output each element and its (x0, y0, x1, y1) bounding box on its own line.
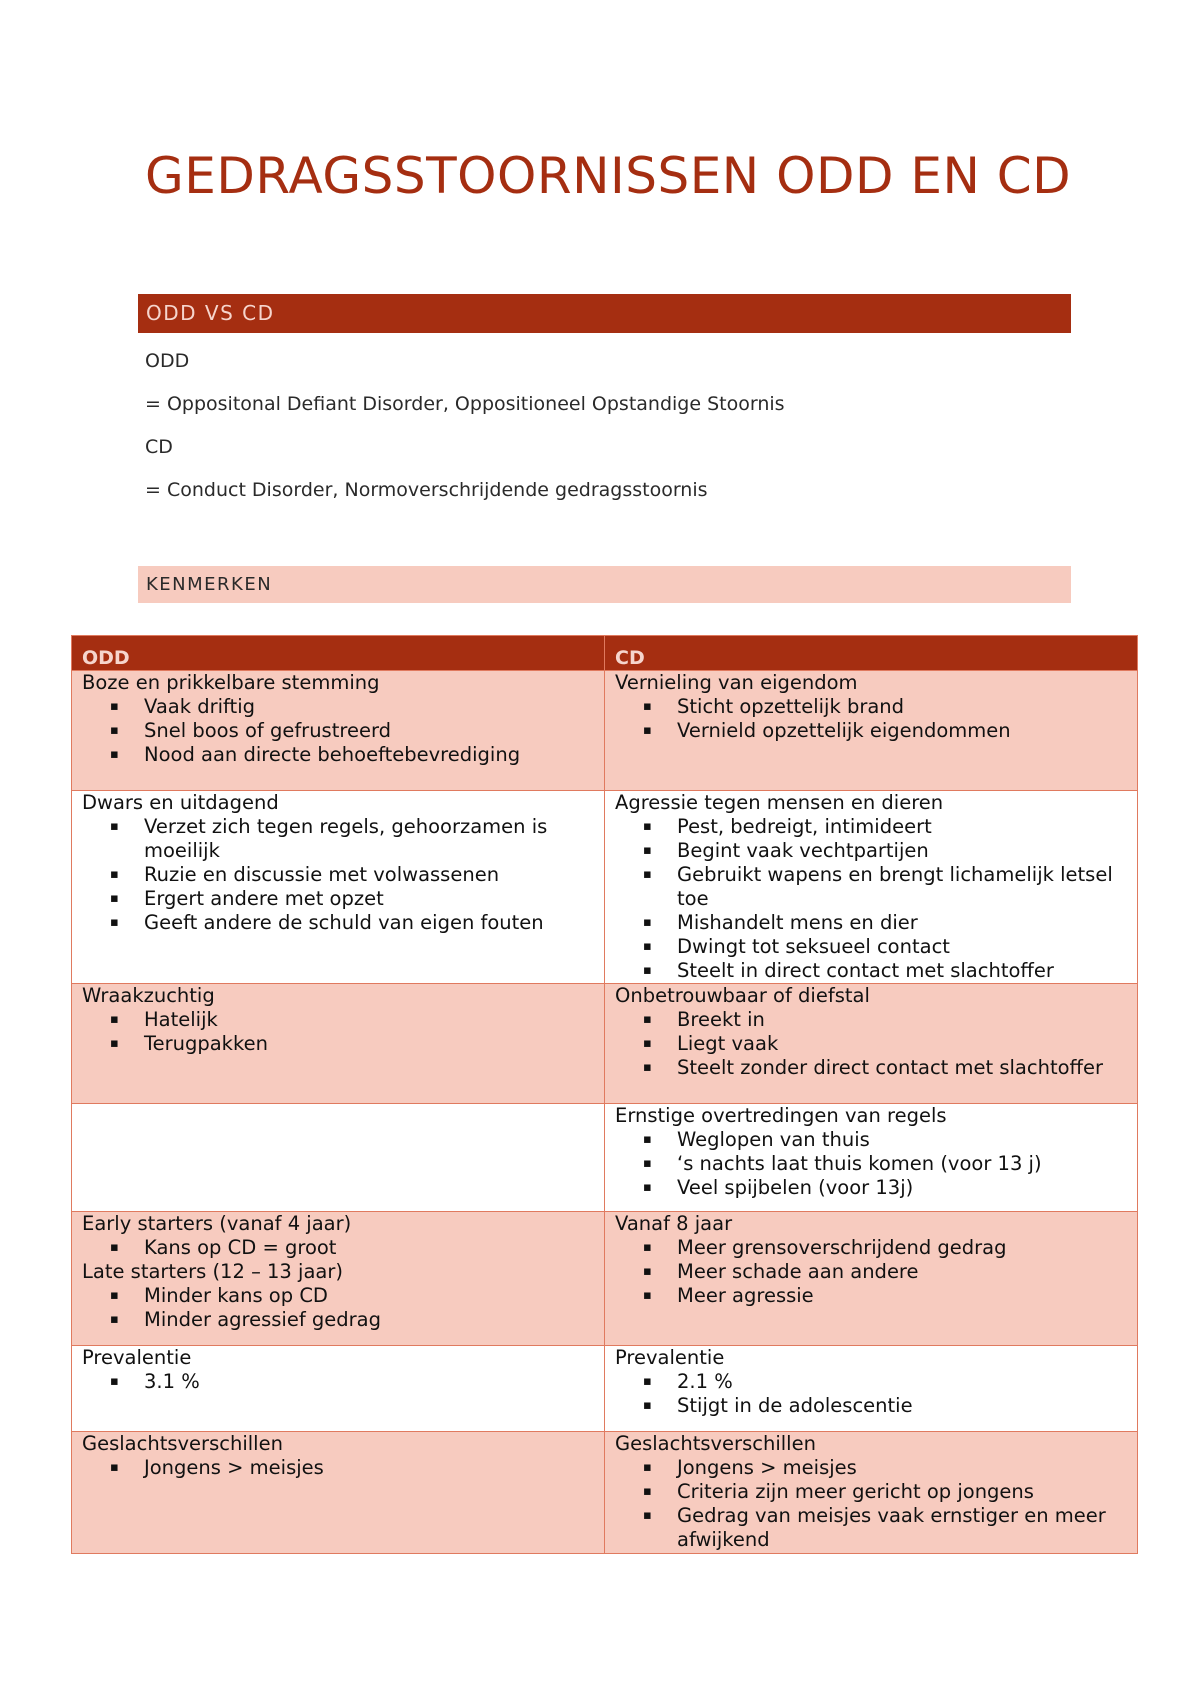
bullet-item: ▪ Ergert andere met opzet (144, 887, 594, 911)
bullet-item: ▪ Verzet zich tegen regels, gehoorzamen is moeilijk (144, 815, 594, 863)
bullet-list (82, 1284, 594, 1332)
bullet-list (82, 815, 594, 935)
category-label: Boze en prikkelbare stemming (82, 671, 380, 694)
bullet-list (615, 815, 1127, 983)
bullet-list (615, 1456, 1127, 1552)
bullet-item: ▪ Mishandelt mens en dier (677, 911, 1127, 935)
category-label: Late starters (12 – 13 jaar) (82, 1260, 343, 1283)
category-label: Vanaf 8 jaar (615, 1212, 733, 1235)
bullet-item: ▪ Breekt in (677, 1008, 1127, 1032)
table-cell-odd (72, 791, 605, 984)
table-cell-odd (72, 1346, 605, 1432)
bullet-item: ▪ Veel spijbelen (voor 13j) (677, 1176, 1127, 1200)
category-label: Prevalentie (82, 1346, 192, 1369)
cd-term: CD (145, 436, 173, 458)
table-row (72, 1432, 1138, 1554)
bullet-item: ▪ Meer agressie (677, 1284, 1127, 1308)
table-cell-odd (72, 1432, 605, 1554)
bullet-item: ▪ ‘s nachts laat thuis komen (voor 13 j) (677, 1152, 1127, 1176)
odd-definition: = Oppositonal Defiant Disorder, Oppositioneel Opstandige Stoornis (145, 393, 785, 415)
bullet-list (82, 1456, 594, 1480)
category-label: Dwars en uitdagend (82, 791, 279, 814)
table-row (72, 984, 1138, 1104)
bullet-item: ▪ Geeft andere de schuld van eigen fouten (144, 911, 594, 935)
bullet-item: ▪ Jongens > meisjes (677, 1456, 1127, 1480)
bullet-list (82, 1008, 594, 1056)
bullet-list (615, 1128, 1127, 1200)
table-cell-cd (605, 791, 1138, 984)
table-cell-odd (72, 1212, 605, 1346)
bullet-item: ▪ 3.1 % (144, 1370, 594, 1394)
header-odd: ODD (72, 636, 605, 671)
bullet-item: ▪ Steelt in direct contact met slachtoffer (677, 959, 1127, 983)
bullet-item: ▪ Sticht opzettelijk brand (677, 695, 1127, 719)
bullet-list (615, 695, 1127, 743)
kenmerken-table (71, 635, 1138, 1554)
odd-term: ODD (145, 350, 190, 372)
bullet-list (615, 1008, 1127, 1080)
bullet-item: ▪ Vernield opzettelijk eigendommen (677, 719, 1127, 743)
bullet-item: ▪ Hatelijk (144, 1008, 594, 1032)
header-cd: CD (605, 636, 1138, 671)
table-row (72, 1346, 1138, 1432)
category-label: Wraakzuchtig (82, 984, 215, 1007)
table-row (72, 791, 1138, 984)
table-cell-odd (72, 1104, 605, 1212)
bullet-list (82, 695, 594, 767)
category-label: Ernstige overtredingen van regels (615, 1104, 947, 1127)
category-label: Prevalentie (615, 1346, 725, 1369)
bullet-item: ▪ Kans op CD = groot (144, 1236, 594, 1260)
table-cell-cd (605, 671, 1138, 791)
category-label: Vernieling van eigendom (615, 671, 858, 694)
bullet-list (615, 1236, 1127, 1308)
bullet-item: ▪ Minder kans op CD (144, 1284, 594, 1308)
bullet-item: ▪ Vaak driftig (144, 695, 594, 719)
bullet-item: ▪ Liegt vaak (677, 1032, 1127, 1056)
table-cell-cd (605, 1104, 1138, 1212)
bullet-item: ▪ Criteria zijn meer gericht op jongens (677, 1480, 1127, 1504)
table-cell-cd (605, 984, 1138, 1104)
bullet-item: ▪ Pest, bedreigt, intimideert (677, 815, 1127, 839)
bullet-item: ▪ Minder agressief gedrag (144, 1308, 594, 1332)
bullet-item: ▪ Ruzie en discussie met volwassenen (144, 863, 594, 887)
table-row (72, 671, 1138, 791)
bullet-item: ▪ Meer grensoverschrijdend gedrag (677, 1236, 1127, 1260)
category-label: Geslachtsverschillen (615, 1432, 816, 1455)
table-cell-cd (605, 1212, 1138, 1346)
table-cell-odd (72, 984, 605, 1104)
bullet-item: ▪ Weglopen van thuis (677, 1128, 1127, 1152)
document-title: GEDRAGSSTOORNISSEN ODD EN CD (145, 147, 1072, 205)
table-row (72, 1104, 1138, 1212)
bullet-list (82, 1370, 594, 1394)
bullet-item: ▪ Meer schade aan andere (677, 1260, 1127, 1284)
table-cell-odd (72, 671, 605, 791)
bullet-item: ▪ Stijgt in de adolescentie (677, 1394, 1127, 1418)
bullet-item: ▪ Snel boos of gefrustreerd (144, 719, 594, 743)
bullet-item: ▪ Gebruikt wapens en brengt lichamelijk letsel toe (677, 863, 1127, 911)
category-label: Onbetrouwbaar of diefstal (615, 984, 870, 1007)
bullet-item: ▪ Steelt zonder direct contact met slachtoffer (677, 1056, 1127, 1080)
cd-definition: = Conduct Disorder, Normoverschrijdende gedragsstoornis (145, 479, 708, 501)
bullet-item: ▪ Dwingt tot seksueel contact (677, 935, 1127, 959)
category-label: Agressie tegen mensen en dieren (615, 791, 944, 814)
table-row (72, 1212, 1138, 1346)
category-label: Geslachtsverschillen (82, 1432, 283, 1455)
bullet-item: ▪ Nood aan directe behoeftebevrediging (144, 743, 594, 767)
section-heading-odd-vs-cd: ODD VS CD (138, 294, 1071, 333)
bullet-item: ▪ Terugpakken (144, 1032, 594, 1056)
bullet-item: ▪ Begint vaak vechtpartijen (677, 839, 1127, 863)
bullet-item: ▪ Jongens > meisjes (144, 1456, 594, 1480)
category-label: Early starters (vanaf 4 jaar) (82, 1212, 352, 1235)
table-cell-cd (605, 1346, 1138, 1432)
table-cell-cd (605, 1432, 1138, 1554)
bullet-item: ▪ 2.1 % (677, 1370, 1127, 1394)
bullet-list (615, 1370, 1127, 1418)
bullet-item: ▪ Gedrag van meisjes vaak ernstiger en meer afwijkend (677, 1504, 1127, 1552)
bullet-list (82, 1236, 594, 1260)
section-heading-kenmerken: KENMERKEN (138, 566, 1071, 603)
